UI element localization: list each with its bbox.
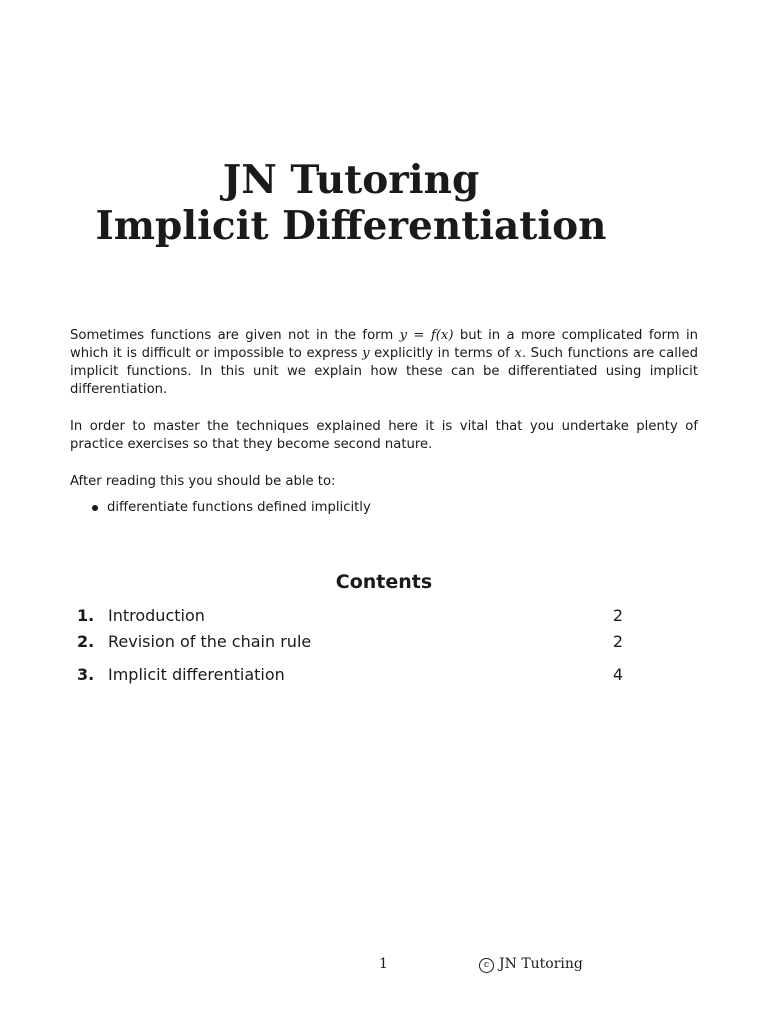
toc-page-number[interactable]: 2 — [612, 632, 623, 651]
toc-item-introduction[interactable] — [77, 604, 623, 628]
toc-link-implicit-differentiation[interactable]: Implicit differentiation — [108, 665, 285, 684]
document-title — [0, 157, 702, 249]
title-line-2: Implicit Differentiation — [95, 203, 607, 249]
math-x-paren: (x) — [435, 328, 454, 343]
math-f: f — [430, 328, 436, 343]
intro-section — [70, 327, 698, 498]
math-equals: = — [407, 328, 431, 343]
title-line-1: JN Tutoring — [222, 157, 480, 203]
intro-text: but in a more complicated form in which it is difficult or impossible to express — [70, 328, 698, 361]
toc-item-chain-rule[interactable] — [77, 630, 623, 654]
toc-number: 1. — [77, 606, 95, 625]
list-item — [92, 499, 371, 517]
intro-text: . Such functions are called implicit functions. In this unit we explain how these can be differentiated using implicit differentiation. — [70, 346, 699, 397]
toc-link-introduction[interactable]: Introduction — [108, 606, 205, 625]
intro-paragraph-3: After reading this you should be able to: — [70, 474, 336, 489]
bullet-icon — [92, 505, 98, 511]
toc-item-implicit-differentiation[interactable] — [77, 663, 623, 687]
bullet-text: differentiate functions defined implicitly — [107, 500, 371, 515]
footer-page-number: 1 — [379, 956, 388, 972]
math-y: y — [362, 346, 370, 361]
math-x: x — [514, 346, 522, 361]
intro-paragraph-1 — [70, 327, 698, 399]
math-y: y — [399, 328, 408, 343]
math-expression-y-equals-fx — [400, 328, 454, 343]
copyright-text: JN Tutoring — [499, 956, 583, 972]
intro-text: explicitly in terms of — [369, 346, 515, 361]
toc-page-number[interactable]: 4 — [612, 665, 623, 684]
toc-page-number[interactable]: 2 — [612, 606, 623, 625]
intro-paragraph-2: In order to master the techniques explained here it is vital that you undertake plenty of practice exercises so that they become second nature. — [70, 419, 698, 452]
toc-number: 3. — [77, 665, 95, 684]
toc-link-chain-rule[interactable]: Revision of the chain rule — [108, 632, 312, 651]
objectives-list — [92, 499, 371, 517]
contents-heading: Contents — [335, 571, 433, 593]
footer-copyright — [479, 954, 583, 974]
toc-number: 2. — [77, 632, 95, 651]
intro-text: Sometimes functions are given not in the form — [70, 328, 400, 343]
copyright-icon: c — [479, 958, 494, 973]
